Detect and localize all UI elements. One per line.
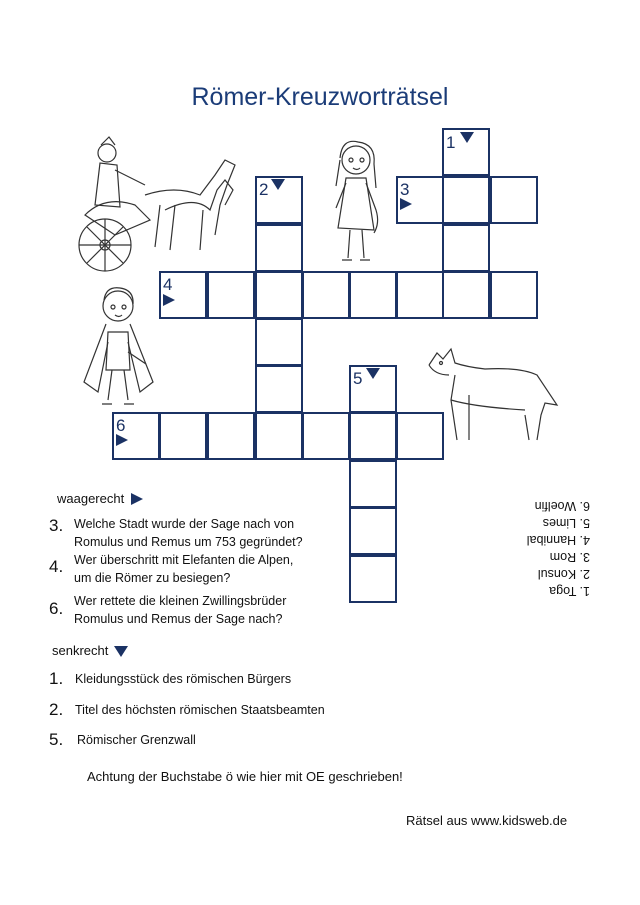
arrow-down-icon (460, 132, 474, 143)
grid-cell[interactable] (349, 271, 397, 319)
grid-cell[interactable] (349, 507, 397, 555)
clue-number: 2. (49, 700, 64, 719)
arrow-right-icon (131, 493, 143, 505)
grid-cell[interactable] (255, 412, 303, 460)
across-heading: waagerecht (57, 491, 125, 506)
arrow-down-icon (366, 368, 380, 379)
grid-cell[interactable] (490, 176, 538, 224)
arrow-right-icon (163, 294, 175, 306)
clue-number: 5. (49, 730, 64, 749)
clue-text: Titel des höchsten römischen Staatsbeamten (75, 703, 325, 717)
grid-number-6: 6 (116, 416, 126, 435)
grid-number-1: 1 (446, 133, 456, 152)
grid-cell[interactable] (490, 271, 538, 319)
answer-key: 1. Toga 2. Konsul 3. Rom 4. Hannibal 5. Limes 6. Woelfin (526, 499, 590, 598)
arrow-down-icon (271, 179, 285, 190)
arrow-right-icon (116, 434, 128, 446)
roman-boy-illustration (78, 282, 168, 412)
grid-cell[interactable] (302, 412, 350, 460)
grid-cell[interactable] (255, 318, 303, 366)
clue-number: 6. (49, 599, 64, 618)
grid-cell[interactable] (207, 412, 255, 460)
footer-credit: Rätsel aus www.kidsweb.de (406, 813, 568, 828)
grid-cell[interactable] (442, 176, 490, 224)
grid-cell[interactable] (302, 271, 350, 319)
clue-text: Wer überschritt mit Elefanten die Alpen, um die Römer zu besiegen? (74, 553, 294, 585)
chariot-illustration (75, 135, 245, 280)
roman-girl-illustration (322, 138, 392, 268)
grid-cell[interactable] (255, 224, 303, 272)
clue-number: 3. (49, 516, 64, 535)
down-heading: senkrecht (52, 643, 109, 658)
arrow-right-icon (400, 198, 412, 210)
grid-cell[interactable] (255, 271, 303, 319)
grid-cell[interactable] (442, 271, 490, 319)
grid-number-4: 4 (163, 275, 173, 294)
page-title: Römer-Kreuzworträtsel (191, 83, 449, 111)
wolf-illustration (425, 345, 565, 445)
grid-cell[interactable] (207, 271, 255, 319)
grid-cell[interactable] (396, 271, 444, 319)
clue-text: Römischer Grenzwall (77, 733, 196, 747)
grid-cell[interactable] (255, 365, 303, 413)
clue-text: Wer rettete die kleinen Zwillingsbrüder Romulus und Remus der Sage nach? (74, 594, 287, 626)
clue-number: 1. (49, 669, 64, 688)
clue-number: 4. (49, 557, 64, 576)
grid-number-5: 5 (353, 369, 363, 388)
grid-cell[interactable] (396, 412, 444, 460)
grid-cell[interactable] (349, 555, 397, 603)
grid-cell[interactable] (159, 412, 207, 460)
grid-cell[interactable] (349, 412, 397, 460)
clue-text: Welche Stadt wurde der Sage nach von Romulus und Remus um 753 gegründet? (74, 517, 303, 549)
grid-cell[interactable] (442, 224, 490, 272)
grid-cell[interactable] (349, 460, 397, 508)
grid-number-3: 3 (400, 180, 410, 199)
note-text: Achtung der Buchstabe ö wie hier mit OE geschrieben! (87, 769, 403, 784)
arrow-down-icon (114, 646, 128, 657)
clue-text: Kleidungsstück des römischen Bürgers (75, 672, 292, 686)
grid-number-2: 2 (259, 180, 269, 199)
